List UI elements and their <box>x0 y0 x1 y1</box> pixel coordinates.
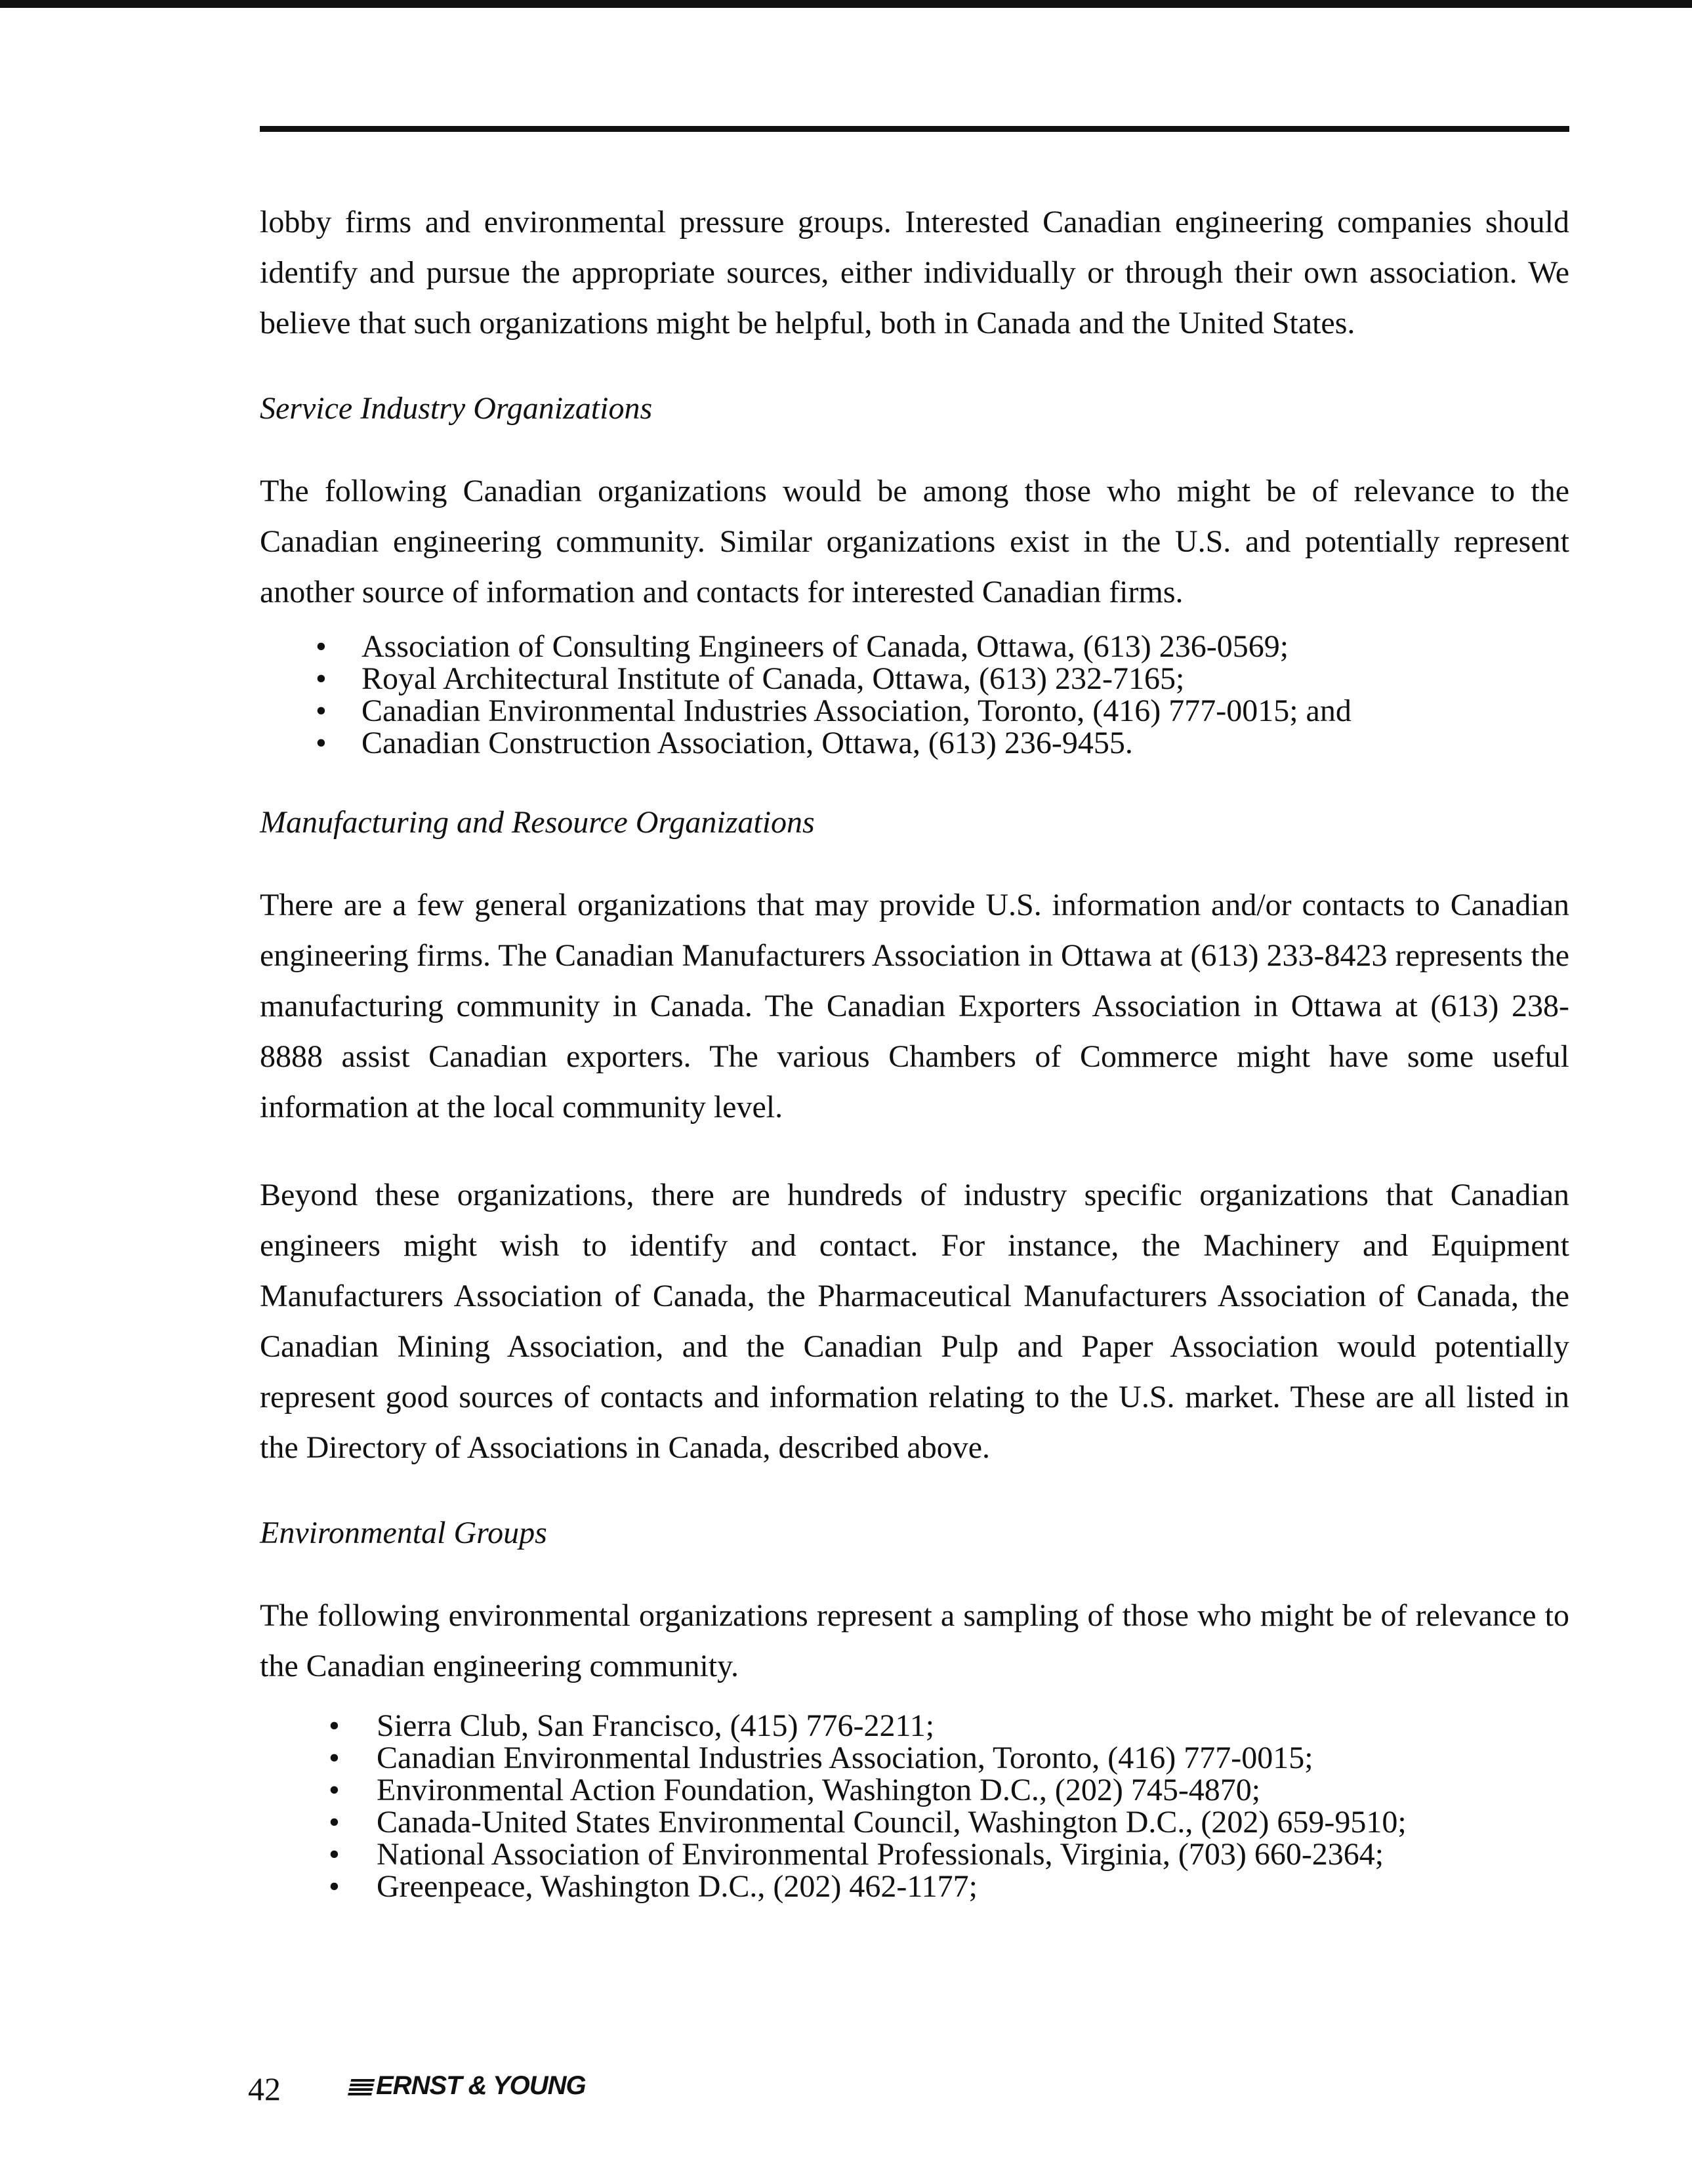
page-footer <box>248 2070 586 2108</box>
intro-paragraph: lobby firms and environmental pressure groups. Interested Canadian engineering companies should identify and pursue the appropriate sources, either individually or through their own association. We believe that such organizations might be helpful, both in Canada and the United States. <box>260 205 1569 340</box>
bullet-icon: • <box>316 629 327 664</box>
list-item: • Canadian Environmental Industries Association, Toronto, (416) 777-0015; and <box>316 693 1352 728</box>
bullet-icon: • <box>316 693 327 728</box>
service-paragraph: The following Canadian organizations would be among those who might be of relevance to the Canadian engineering community. Similar organizations exist in the U.S. and potentially represent another source of information and contacts for interested Canadian firms. <box>260 474 1569 609</box>
header-rule <box>260 126 1569 132</box>
manufacturing-paragraph-2: Beyond these organizations, there are hundreds of industry specific organizations that Canadian engineers might wish to identify and contact. For instance, the Machinery and Equipment Manufacturers Association of Canada, the Pharmaceutical Manufacturers Association of Canada, the Canadian Mining Association, and the Canadian Pulp and Paper Association would potentially represent good sources of contacts and information relating to the U.S. market. These are all listed in the Directory of Associations in Canada, described above. <box>260 1178 1569 1465</box>
bullet-icon: • <box>329 1869 340 1904</box>
heading-manufacturing: Manufacturing and Resource Organizations <box>260 805 815 840</box>
list-item: • Sierra Club, San Francisco, (415) 776-2211; <box>329 1708 935 1743</box>
service-org-list <box>260 630 1569 759</box>
list-item: • Greenpeace, Washington D.C., (202) 462-1177; <box>329 1869 978 1904</box>
environmental-org-list <box>260 1710 1569 1903</box>
heading-service-industry: Service Industry Organizations <box>260 391 653 426</box>
bullet-icon: • <box>329 1805 340 1840</box>
ernst-young-logo-icon <box>348 2077 375 2095</box>
heading-environmental: Environmental Groups <box>260 1515 547 1550</box>
list-item: • Association of Consulting Engineers of Canada, Ottawa, (613) 236-0569; <box>316 629 1289 664</box>
list-item: • Environmental Action Foundation, Washington D.C., (202) 745-4870; <box>329 1773 1261 1807</box>
bullet-icon: • <box>329 1708 340 1743</box>
environmental-paragraph: The following environmental organizations represent a sampling of those who might be of relevance to the Canadian engineering community. <box>260 1598 1569 1683</box>
bullet-icon: • <box>316 726 327 760</box>
manufacturing-paragraph-1: There are a few general organizations that may provide U.S. information and/or contacts to Canadian engineering firms. The Canadian Manufacturers Association in Ottawa at (613) 233-8423 represents the manufacturing community in Canada. The Canadian Exporters Association in Ottawa at (613) 238-8888 assist Canadian exporters. The various Chambers of Commerce might have some useful information at the local community level. <box>260 888 1569 1124</box>
list-item: • Canadian Environmental Industries Association, Toronto, (416) 777-0015; <box>329 1741 1313 1775</box>
bullet-icon: • <box>316 661 327 696</box>
ernst-young-logo: ERNST & YOUNG <box>350 2071 586 2101</box>
bullet-icon: • <box>329 1773 340 1807</box>
bullet-icon: • <box>329 1741 340 1775</box>
list-item: • Canadian Construction Association, Ottawa, (613) 236-9455. <box>316 726 1133 760</box>
list-item: • Royal Architectural Institute of Canada, Ottawa, (613) 232-7165; <box>316 661 1185 696</box>
list-item: • National Association of Environmental Professionals, Virginia, (703) 660-2364; <box>329 1837 1384 1872</box>
bullet-icon: • <box>329 1837 340 1872</box>
list-item: • Canada-United States Environmental Council, Washington D.C., (202) 659-9510; <box>329 1805 1407 1840</box>
page-number: 42 <box>248 2071 281 2107</box>
page-body <box>260 197 1569 1903</box>
scan-top-edge <box>0 0 1692 8</box>
